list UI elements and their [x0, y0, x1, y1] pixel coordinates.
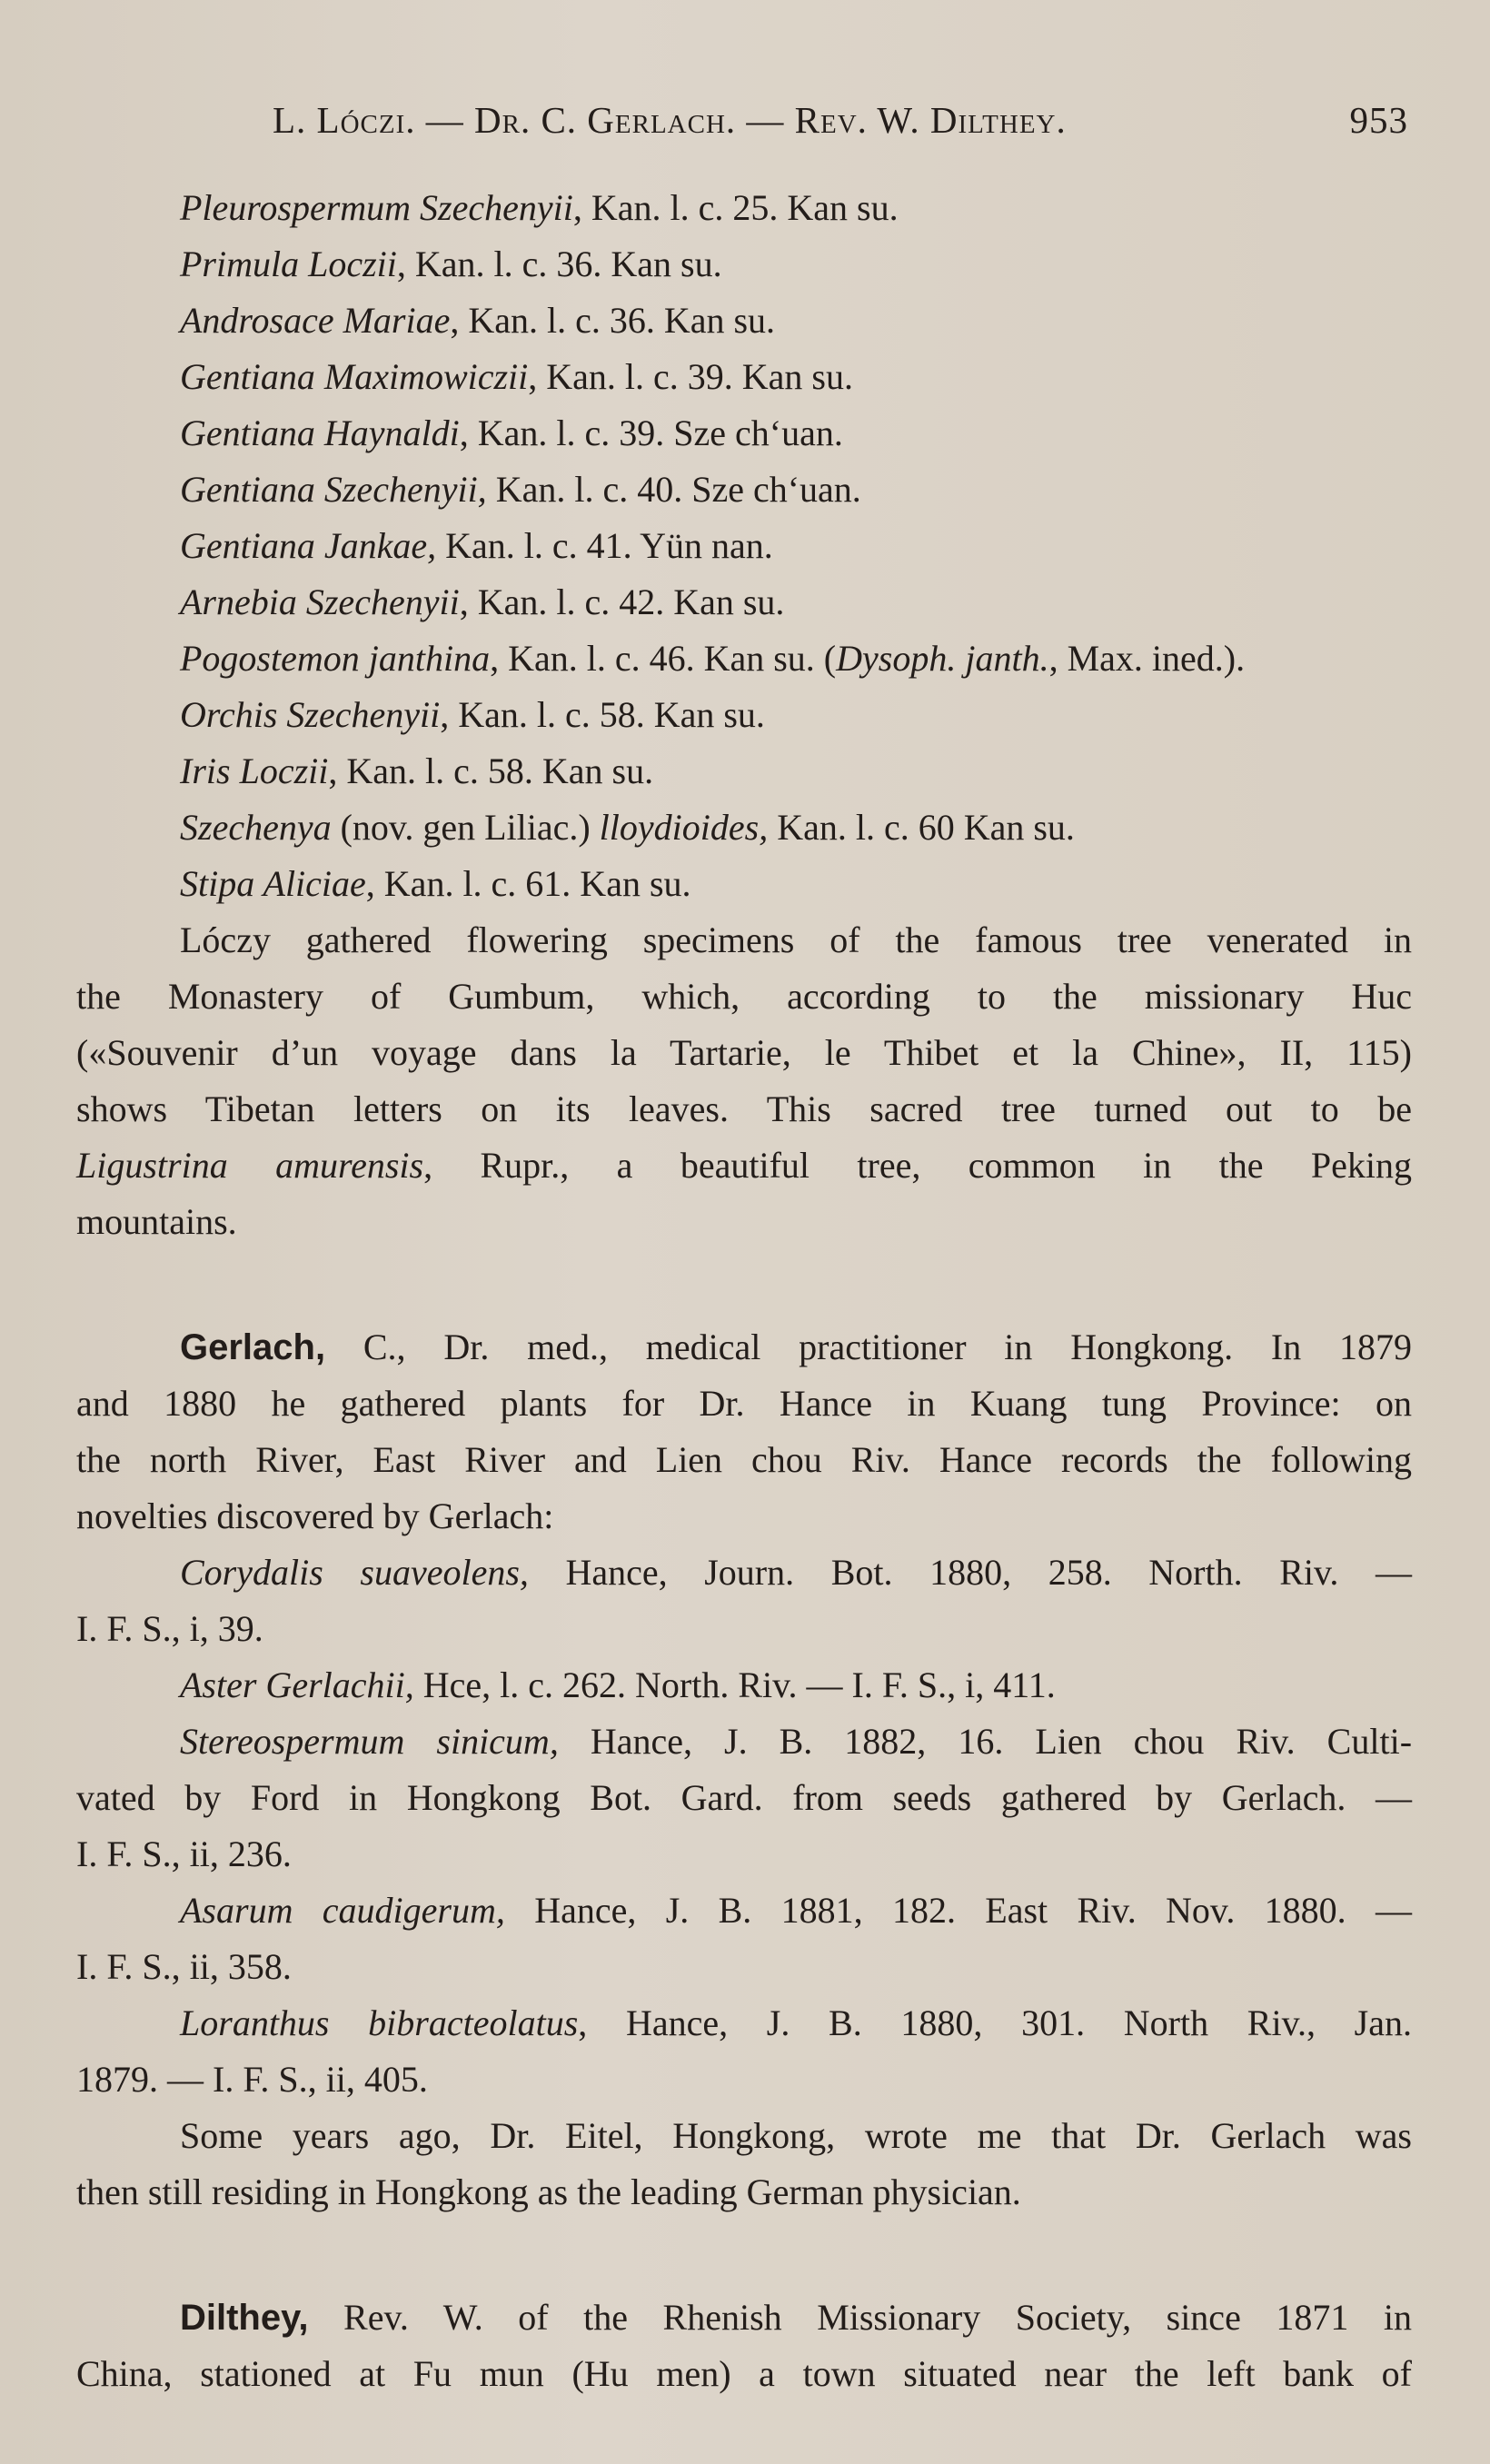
paragraph-line: shows Tibetan letters on its leaves. This sacred tree turned out to be	[76, 1088, 1412, 1129]
paragraph-line: mountains.	[76, 1201, 237, 1242]
paragraph-line: Some years ago, Dr. Eitel, Hongkong, wrote me that Dr. Gerlach was	[180, 2115, 1412, 2156]
entry-heading-gerlach: Gerlach, C., Dr. med., medical practitioner in Hongkong. In 1879	[180, 1326, 1412, 1367]
person-name: Dilthey,	[180, 2298, 309, 2338]
species-entry: Arnebia Szechenyii, Kan. l. c. 42. Kan su.	[180, 581, 785, 622]
species-entry: Stereospermum sinicum, Hance, J. B. 1882, 16. Lien chou Riv. Culti-	[180, 1721, 1413, 1762]
species-entry: Androsace Mariae, Kan. l. c. 36. Kan su.	[180, 300, 776, 341]
species-entry-cont: vated by Ford in Hongkong Bot. Gard. from seeds gathered by Gerlach. —	[76, 1777, 1412, 1818]
species-entry: Gentiana Maximowiczii, Kan. l. c. 39. Kan su.	[180, 356, 853, 397]
species-entry-pogostemon: Pogostemon janthina, Kan. l. c. 46. Kan su. (Dysoph. janth., Max. ined.).	[180, 638, 1246, 679]
paragraph-line: («Souvenir d’un voyage dans la Tartarie, le Thibet et la Chine», II, 115)	[76, 1032, 1412, 1073]
running-title: L. Lóczi. — Dr. C. Gerlach. — Rev. W. Dilthey.	[273, 99, 1067, 141]
running-header	[218, 98, 1426, 153]
species-entry: Orchis Szechenyii, Kan. l. c. 58. Kan su.	[180, 694, 765, 735]
paragraph-line: and 1880 he gathered plants for Dr. Hance in Kuang tung Province: on	[76, 1383, 1412, 1424]
species-entry: Gentiana Jankae, Kan. l. c. 41. Yün nan.	[180, 525, 773, 566]
species-entry: Iris Loczii, Kan. l. c. 58. Kan su.	[180, 750, 654, 791]
species-entry: Gentiana Haynaldi, Kan. l. c. 39. Sze ch‘uan.	[180, 412, 843, 453]
paragraph-line: the Monastery of Gumbum, which, according to the missionary Huc	[76, 976, 1412, 1017]
species-entry: Loranthus bibracteolatus, Hance, J. B. 1880, 301. North Riv., Jan.	[180, 2002, 1412, 2043]
species-entry-cont: I. F. S., ii, 358.	[76, 1946, 292, 1987]
species-entry: Stipa Aliciae, Kan. l. c. 61. Kan su.	[180, 863, 691, 904]
species-entry-cont: I. F. S., ii, 236.	[76, 1833, 292, 1874]
paragraph-line: then still residing in Hongkong as the leading German physician.	[76, 2171, 1021, 2212]
species-entry: Corydalis suaveolens, Hance, Journ. Bot. 1880, 258. North. Riv. —	[180, 1552, 1412, 1593]
species-entry-cont: I. F. S., i, 39.	[76, 1608, 263, 1649]
body-text	[76, 180, 1412, 2402]
species-entry: Pleurospermum Szechenyii, Kan. l. c. 25. Kan su.	[180, 187, 899, 228]
species-entry: Aster Gerlachii, Hce, l. c. 262. North. Riv. — I. F. S., i, 411.	[180, 1664, 1056, 1705]
paragraph-line: the north River, East River and Lien chou Riv. Hance records the following	[76, 1439, 1412, 1480]
species-entry: Gentiana Szechenyii, Kan. l. c. 40. Sze ch‘uan.	[180, 469, 861, 510]
species-entry: Asarum caudigerum, Hance, J. B. 1881, 182. East Riv. Nov. 1880. —	[180, 1890, 1413, 1931]
species-entry-cont: 1879. — I. F. S., ii, 405.	[76, 2059, 428, 2100]
paragraph-line: Ligustrina amurensis, Rupr., a beautiful tree, common in the Peking	[76, 1145, 1413, 1186]
paragraph-line: China, stationed at Fu mun (Hu men) a town situated near the left bank of	[76, 2353, 1412, 2394]
person-name: Gerlach,	[180, 1327, 326, 1367]
species-entry-szechenya: Szechenya (nov. gen Liliac.) lloydioides, Kan. l. c. 60 Kan su.	[180, 807, 1075, 848]
entry-heading-dilthey: Dilthey, Rev. W. of the Rhenish Missionary Society, since 1871 in	[180, 2297, 1412, 2338]
page-number: 953	[1349, 99, 1408, 141]
paragraph-line: novelties discovered by Gerlach:	[76, 1495, 554, 1536]
paragraph-line: Lóczy gathered flowering specimens of the famous tree venerated in	[180, 919, 1412, 960]
species-entry: Primula Loczii, Kan. l. c. 36. Kan su.	[180, 243, 722, 284]
